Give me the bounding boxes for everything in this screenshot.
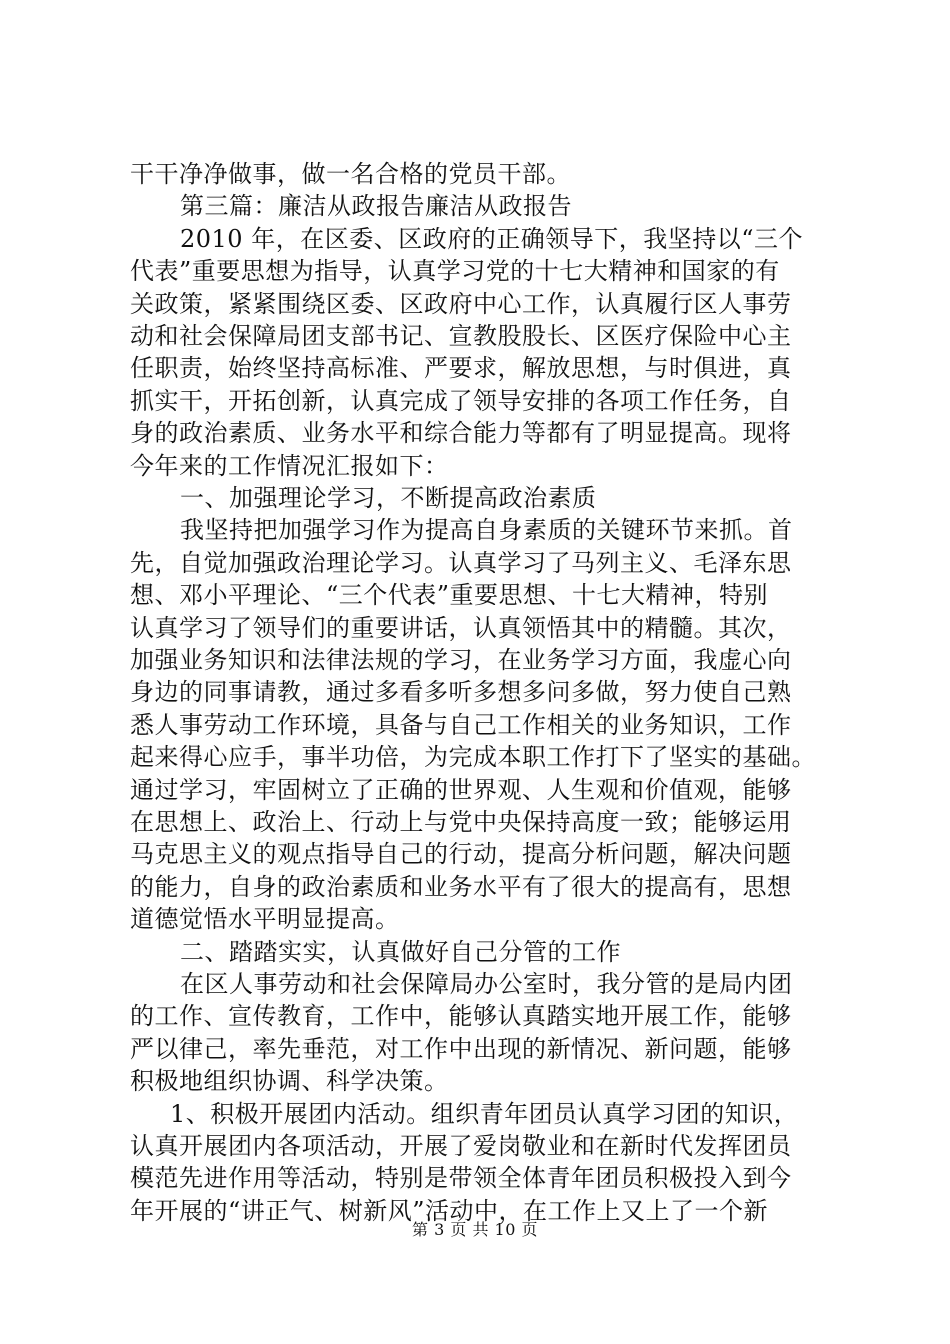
text-line: 任职责，始终坚持高标准、严要求，解放思想，与时俱进，真	[130, 354, 792, 383]
text-line: 年开展的“讲正气、树新风”活动中，在工作上又上了一个新	[130, 1196, 769, 1225]
text-line: 2010 年，在区委、区政府的正确领导下，我坚持以“三个	[180, 224, 803, 253]
text-line: 在思想上、政治上、行动上与党中央保持高度一致；能够运用	[130, 808, 792, 836]
text-line: 代表”重要思想为指导，认真学习党的十七大精神和国家的有	[130, 257, 780, 286]
text-line: 认真开展团内各项活动，开展了爱岗敬业和在新时代发挥团员	[130, 1132, 792, 1160]
text-line: 我坚持把加强学习作为提高自身素质的关键环节来抓。首	[180, 516, 793, 545]
text-line: 关政策，紧紧围绕区委、区政府中心工作，认真履行区人事劳	[130, 289, 792, 318]
text-line: 身边的同事请教，通过多看多听多想多问多做，努力使自己熟	[130, 678, 792, 707]
page-number-footer: 第 3 页 共 10 页	[412, 1220, 538, 1239]
text-line: 干干净净做事，做一名合格的党员干部。	[130, 160, 571, 188]
text-line: 通过学习，牢固树立了正确的世界观、人生观和价值观，能够	[130, 775, 792, 804]
text-line: 的能力，自身的政治素质和业务水平有了很大的提高有，思想	[130, 872, 792, 901]
text-line: 在区人事劳动和社会保障局办公室时，我分管的是局内团	[180, 970, 793, 998]
text-line: 抓实干，开拓创新，认真完成了领导安排的各项工作任务，自	[130, 386, 792, 415]
text-line: 悉人事劳动工作环境，具备与自己工作相关的业务知识，工作	[130, 710, 792, 739]
text-line: 身的政治素质、业务水平和综合能力等都有了明显提高。现将	[130, 419, 792, 448]
text-line: 积极地组织协调、科学决策。	[130, 1067, 449, 1096]
text-line: 先，自觉加强政治理论学习。认真学习了马列主义、毛泽东思	[130, 548, 792, 577]
text-line: 认真学习了领导们的重要讲话，认真领悟其中的精髓。其次，	[130, 613, 792, 642]
text-line: 严以律己，率先垂范，对工作中出现的新情况、新问题，能够	[130, 1034, 792, 1063]
text-line: 想、邓小平理论、“三个代表”重要思想、十七大精神，特别	[130, 581, 769, 610]
text-line: 的工作、宣传教育，工作中，能够认真踏实地开展工作，能够	[130, 1002, 792, 1031]
text-line: 1、积极开展团内活动。组织青年团员认真学习团的知识，	[170, 1099, 799, 1128]
text-line: 动和社会保障局团支部书记、宣教股股长、区医疗保险中心主	[130, 322, 792, 350]
text-line: 道德觉悟水平明显提高。	[130, 905, 400, 934]
text-line: 加强业务知识和法律法规的学习，在业务学习方面，我虚心向	[130, 646, 792, 674]
text-line: 起来得心应手，事半功倍，为完成本职工作打下了坚实的基础。	[130, 743, 816, 772]
subsection-heading: 一、加强理论学习，不断提高政治素质	[180, 484, 597, 512]
text-line: 模范先进作用等活动，特别是带领全体青年团员积极投入到今	[130, 1164, 792, 1193]
section-heading: 第三篇：廉洁从政报告廉洁从政报告	[180, 192, 572, 221]
subsection-heading: 二、踏踏实实，认真做好自己分管的工作	[180, 937, 621, 966]
text-line: 马克思主义的观点指导自己的行动，提高分析问题，解决问题	[130, 840, 792, 869]
text-line: 今年来的工作情况汇报如下：	[130, 451, 449, 480]
